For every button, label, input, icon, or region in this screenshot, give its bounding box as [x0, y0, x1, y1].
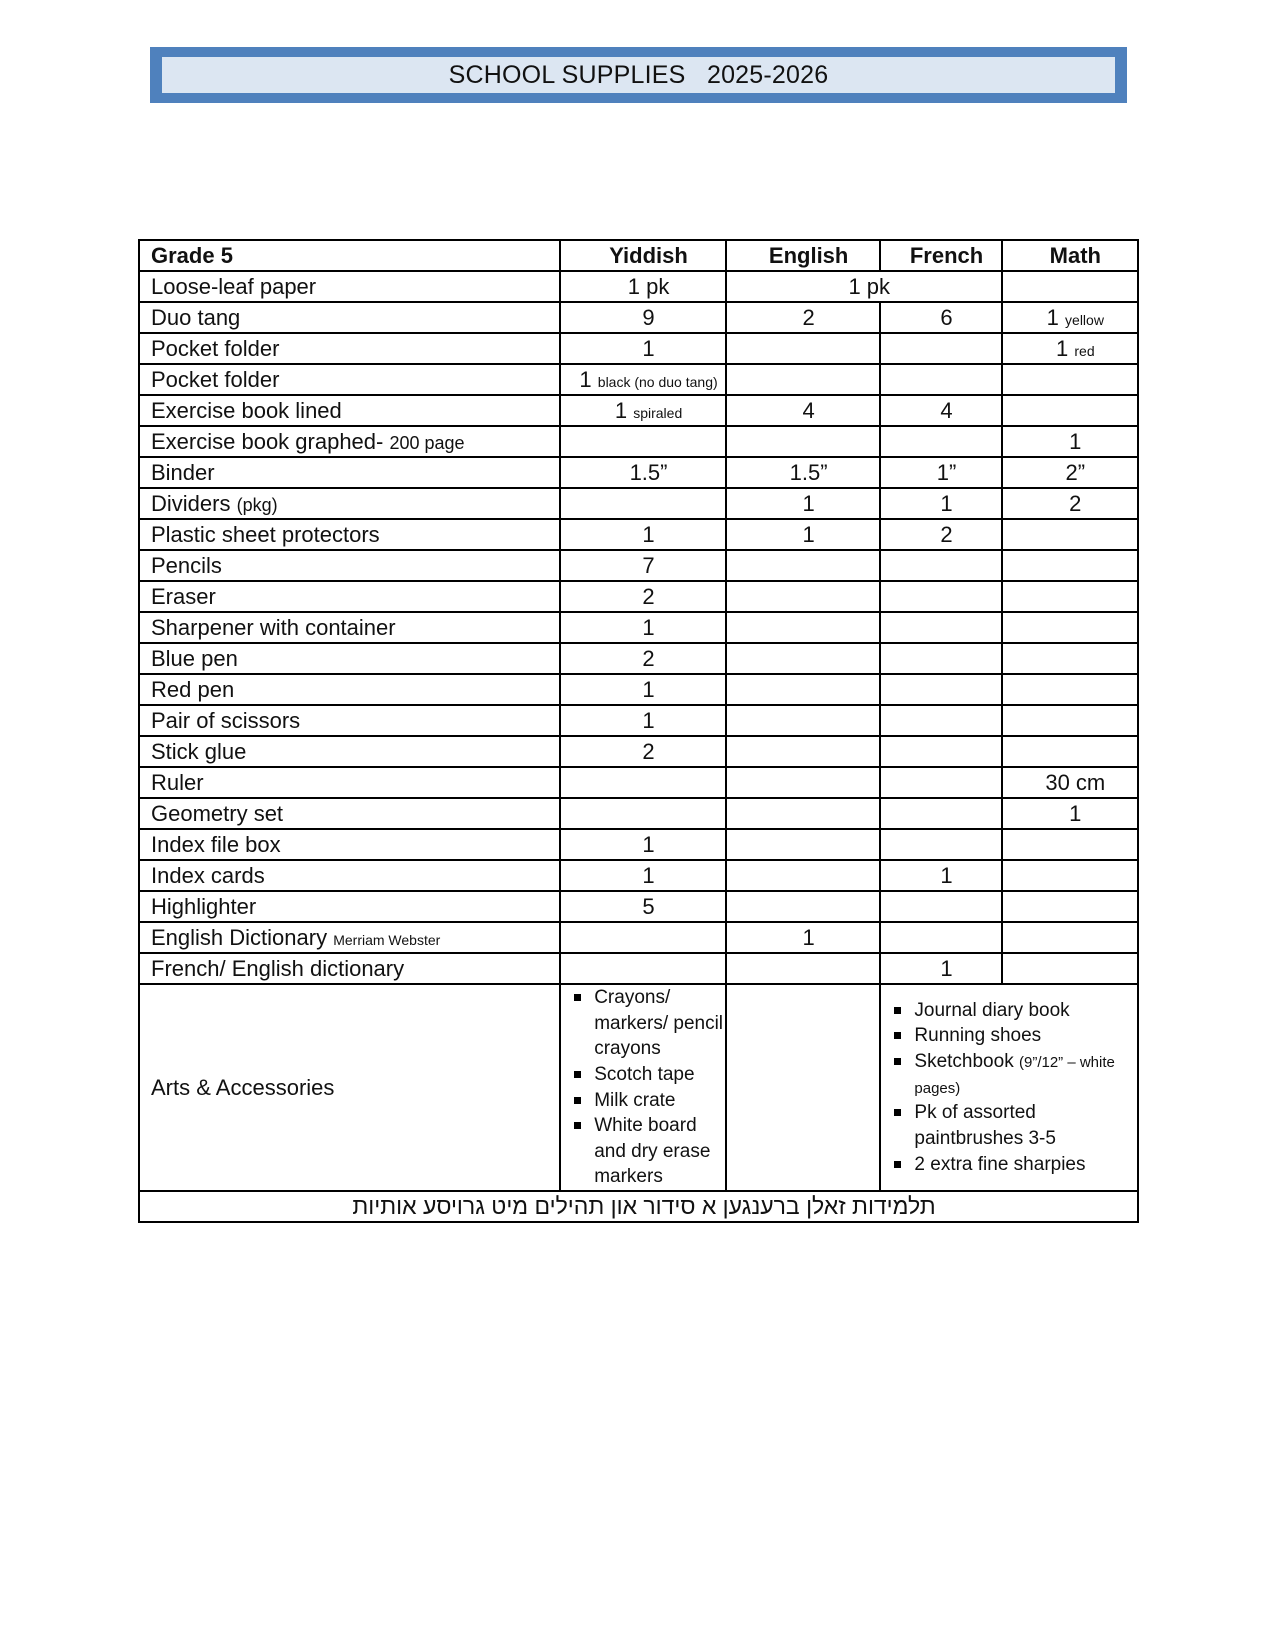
french-math-arts-cell: [880, 984, 1138, 1191]
item-cell: Stick glue: [139, 736, 560, 767]
french-cell: [880, 767, 1001, 798]
list-item: Journal diary book: [892, 998, 1137, 1024]
french-cell: 1: [880, 488, 1001, 519]
item-cell: Pair of scissors: [139, 705, 560, 736]
english-cell: [726, 705, 881, 736]
header-french: French: [880, 240, 1001, 271]
item-cell: [139, 488, 560, 519]
table-row: [139, 395, 1138, 426]
item-cell: Red pen: [139, 674, 560, 705]
french-cell: [880, 674, 1001, 705]
table-row: [139, 488, 1138, 519]
yiddish-cell: 2: [560, 581, 726, 612]
math-cell: [1002, 705, 1138, 736]
item-cell: Geometry set: [139, 798, 560, 829]
french-cell: [880, 581, 1001, 612]
table-row: [139, 519, 1138, 550]
yiddish-note: black (no duo tang): [597, 373, 718, 390]
yiddish-cell: [560, 395, 726, 426]
french-cell: [880, 705, 1001, 736]
item-cell: Blue pen: [139, 643, 560, 674]
table-row: [139, 364, 1138, 395]
table-row: [139, 736, 1138, 767]
english-arts-cell: [726, 984, 881, 1191]
yiddish-cell: [560, 488, 726, 519]
french-cell: 1: [880, 860, 1001, 891]
table-row: [139, 612, 1138, 643]
footer-row: [139, 1191, 1138, 1222]
list-item: Pk of assorted paintbrushes 3-5: [892, 1100, 1137, 1151]
french-cell: 1”: [880, 457, 1001, 488]
table-row: [139, 674, 1138, 705]
item-label: Dividers: [151, 490, 231, 516]
list-item: Milk crate: [572, 1088, 725, 1114]
table-row: [139, 860, 1138, 891]
french-cell: [880, 643, 1001, 674]
math-cell: 1: [1002, 426, 1138, 457]
list-item: 2 extra fine sharpies: [892, 1152, 1137, 1178]
french-cell: 6: [880, 302, 1001, 333]
english-french-cell: 1 pk: [726, 271, 1002, 302]
english-cell: [726, 674, 881, 705]
table-row: [139, 643, 1138, 674]
table-row: [139, 333, 1138, 364]
table-row: [139, 922, 1138, 953]
title-banner: [150, 47, 1127, 103]
yiddish-cell: [560, 798, 726, 829]
french-cell: [880, 891, 1001, 922]
math-cell: [1002, 643, 1138, 674]
math-note: yellow: [1065, 311, 1104, 328]
math-cell: [1002, 302, 1138, 333]
header-math: Math: [1002, 240, 1138, 271]
english-cell: [726, 643, 881, 674]
yiddish-cell: 1: [560, 674, 726, 705]
arts-label: Arts & Accessories: [139, 984, 560, 1191]
french-cell: 2: [880, 519, 1001, 550]
arts-row: [139, 984, 1138, 1191]
table-row: [139, 891, 1138, 922]
item-cell: [139, 426, 560, 457]
math-cell: [1002, 953, 1138, 984]
math-cell: [1002, 674, 1138, 705]
english-cell: [726, 426, 881, 457]
math-cell: [1002, 550, 1138, 581]
yiddish-cell: [560, 922, 726, 953]
english-cell: 1: [726, 922, 881, 953]
item-cell: Ruler: [139, 767, 560, 798]
english-cell: [726, 891, 881, 922]
item-cell: Exercise book lined: [139, 395, 560, 426]
table-row: [139, 705, 1138, 736]
table-row: [139, 271, 1138, 302]
math-cell: 30 cm: [1002, 767, 1138, 798]
item-cell: Binder: [139, 457, 560, 488]
yiddish-note: spiraled: [633, 404, 683, 421]
yiddish-cell: 1: [560, 860, 726, 891]
math-cell: [1002, 333, 1138, 364]
french-cell: 1: [880, 953, 1001, 984]
yiddish-cell: 1: [560, 705, 726, 736]
list-item: Crayons/ markers/ pencil crayons: [572, 985, 725, 1062]
yiddish-cell: [560, 426, 726, 457]
page-title: SCHOOL SUPPLIES 2025-2026: [162, 57, 1115, 93]
math-note: red: [1074, 342, 1095, 359]
math-value: 1: [1046, 304, 1059, 330]
math-cell: [1002, 922, 1138, 953]
item-label: English Dictionary: [151, 924, 328, 950]
table-row: [139, 829, 1138, 860]
table-row: [139, 457, 1138, 488]
math-cell: [1002, 736, 1138, 767]
item-cell: [139, 922, 560, 953]
item-cell: French/ English dictionary: [139, 953, 560, 984]
french-cell: [880, 550, 1001, 581]
math-cell: [1002, 519, 1138, 550]
math-cell: [1002, 829, 1138, 860]
item-note: 200 page: [389, 432, 465, 453]
yiddish-cell: 2: [560, 736, 726, 767]
english-cell: 1.5”: [726, 457, 881, 488]
math-cell: 2: [1002, 488, 1138, 519]
yiddish-cell: 7: [560, 550, 726, 581]
item-cell: Plastic sheet protectors: [139, 519, 560, 550]
english-cell: [726, 581, 881, 612]
yiddish-cell: 1: [560, 829, 726, 860]
yiddish-arts-cell: [560, 984, 726, 1191]
yiddish-cell: [560, 953, 726, 984]
list-item-text: Sketchbook: [914, 1051, 1014, 1073]
table-row: [139, 767, 1138, 798]
table-row: [139, 550, 1138, 581]
item-cell: Pencils: [139, 550, 560, 581]
yiddish-cell: 1 pk: [560, 271, 726, 302]
english-cell: [726, 767, 881, 798]
english-cell: 4: [726, 395, 881, 426]
table-row: [139, 953, 1138, 984]
french-cell: 4: [880, 395, 1001, 426]
english-cell: [726, 798, 881, 829]
math-cell: [1002, 612, 1138, 643]
table-row: [139, 798, 1138, 829]
yiddish-cell: [560, 364, 726, 395]
item-cell: Loose-leaf paper: [139, 271, 560, 302]
item-cell: Eraser: [139, 581, 560, 612]
item-cell: Sharpener with container: [139, 612, 560, 643]
yiddish-cell: 1: [560, 333, 726, 364]
yiddish-cell: 5: [560, 891, 726, 922]
yiddish-cell: 1.5”: [560, 457, 726, 488]
table-row: [139, 302, 1138, 333]
french-cell: [880, 612, 1001, 643]
math-cell: [1002, 395, 1138, 426]
french-cell: [880, 333, 1001, 364]
item-cell: Index file box: [139, 829, 560, 860]
footer-note: תלמידות זאלן ברענגען א סידור און תהילים מיט גרויסע אותיות: [139, 1191, 1138, 1222]
list-item: White board and dry erase markers: [572, 1113, 725, 1190]
list-item: Scotch tape: [572, 1062, 725, 1088]
list-item: [892, 1049, 1137, 1100]
english-cell: 1: [726, 519, 881, 550]
item-cell: Pocket folder: [139, 364, 560, 395]
math-cell: [1002, 891, 1138, 922]
item-label: Exercise book graphed-: [151, 428, 384, 454]
french-math-arts-list: [892, 998, 1137, 1177]
supplies-table: [138, 239, 1139, 1223]
yiddish-cell: 9: [560, 302, 726, 333]
item-note: (pkg): [236, 494, 278, 515]
french-cell: [880, 829, 1001, 860]
yiddish-value: 1: [614, 397, 628, 423]
math-cell: [1002, 364, 1138, 395]
item-cell: Pocket folder: [139, 333, 560, 364]
english-cell: [726, 736, 881, 767]
english-cell: [726, 612, 881, 643]
math-cell: 2”: [1002, 457, 1138, 488]
yiddish-value: 1: [579, 366, 592, 392]
french-cell: [880, 364, 1001, 395]
header-grade: Grade 5: [139, 240, 560, 271]
item-cell: Index cards: [139, 860, 560, 891]
french-cell: [880, 922, 1001, 953]
english-cell: [726, 829, 881, 860]
english-cell: [726, 953, 881, 984]
french-cell: [880, 798, 1001, 829]
english-cell: [726, 333, 881, 364]
math-cell: 1: [1002, 798, 1138, 829]
list-item-note: (9”/12” – white pages): [914, 1054, 1115, 1097]
table-body: [139, 271, 1138, 1222]
english-cell: [726, 364, 881, 395]
math-cell: [1002, 271, 1138, 302]
header-english: English: [726, 240, 881, 271]
yiddish-cell: 1: [560, 519, 726, 550]
math-cell: [1002, 581, 1138, 612]
english-cell: [726, 860, 881, 891]
yiddish-cell: [560, 767, 726, 798]
yiddish-cell: 1: [560, 612, 726, 643]
yiddish-arts-list: [572, 985, 725, 1190]
header-yiddish: Yiddish: [560, 240, 726, 271]
item-cell: Duo tang: [139, 302, 560, 333]
math-cell: [1002, 860, 1138, 891]
item-note: Merriam Webster: [333, 931, 441, 948]
header-row: [139, 240, 1138, 271]
english-cell: 1: [726, 488, 881, 519]
item-cell: Highlighter: [139, 891, 560, 922]
english-cell: 2: [726, 302, 881, 333]
french-cell: [880, 426, 1001, 457]
french-cell: [880, 736, 1001, 767]
english-cell: [726, 550, 881, 581]
math-value: 1: [1056, 335, 1069, 361]
yiddish-cell: 2: [560, 643, 726, 674]
table-row: [139, 581, 1138, 612]
table-row: [139, 426, 1138, 457]
list-item: Running shoes: [892, 1023, 1137, 1049]
